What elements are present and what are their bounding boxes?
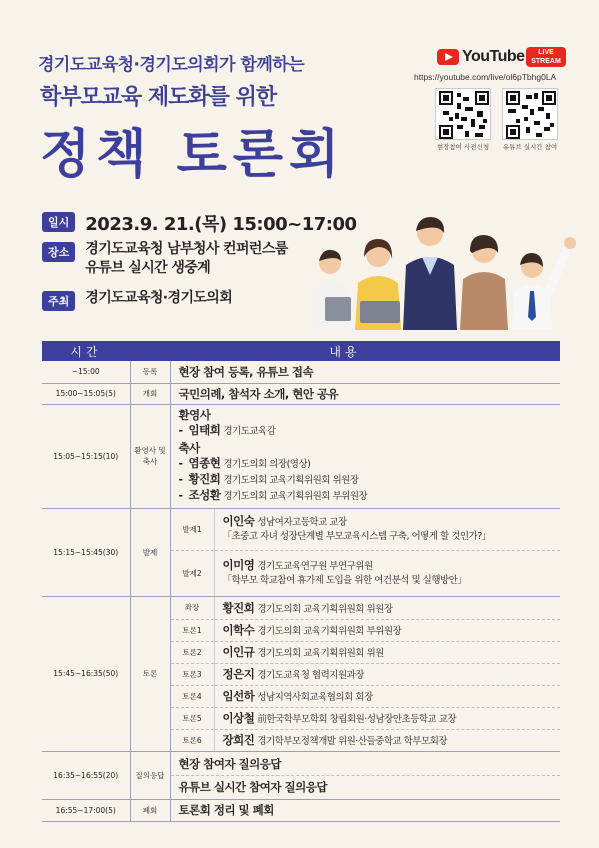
live-stream-text: LIVE STREAM bbox=[531, 49, 561, 65]
row-sub: 토론4 bbox=[170, 685, 214, 707]
person-2-icon bbox=[355, 239, 401, 330]
row-content: 토론회 정리 및 폐회 bbox=[170, 799, 560, 821]
youtube-logo bbox=[437, 47, 567, 71]
row-kind: 환영사 및 축사 bbox=[130, 404, 170, 508]
place-line2: 유튜브 실시간 생중계 bbox=[85, 260, 211, 276]
row-time: 15:45~16:35(50) bbox=[42, 596, 130, 751]
table-row bbox=[42, 751, 560, 799]
info-place-row bbox=[42, 240, 288, 278]
list-item: - 염종현 경기도의회 의장(영상) bbox=[178, 456, 311, 470]
person-5-icon bbox=[512, 237, 576, 330]
congrats-title: 축사 bbox=[178, 441, 200, 455]
row-sub: 토론5 bbox=[170, 707, 214, 729]
page-title: 정책 토론회 bbox=[40, 125, 346, 185]
row-sub: 좌장 bbox=[170, 596, 214, 619]
subtitle-theme: 학부모교육 제도화를 위한 bbox=[40, 85, 277, 110]
row-sub: 토론1 bbox=[170, 619, 214, 641]
row-content: 이학수 경기도의회 교육기획위원회 부위원장 bbox=[214, 619, 560, 641]
host-badge: 주최 bbox=[42, 291, 75, 311]
qr-youtube-caption: 유튜브 실시간 참여 bbox=[502, 143, 558, 151]
row-time: 15:00~15:05(5) bbox=[42, 383, 130, 404]
list-item: - 황진희 경기도의회 교육기획위원회 위원장 bbox=[178, 472, 359, 486]
youtube-wordmark: YouTube bbox=[462, 48, 525, 65]
schedule-table bbox=[42, 341, 560, 822]
row-content: 이미영 경기도교육연구원 부연구위원 「학부모 학교참여 휴가제 도입을 위한 여건분석 및 실행방안」 bbox=[214, 550, 560, 596]
live-stream-badge bbox=[526, 47, 566, 67]
row-content: 국민의례, 참석자 소개, 현안 공유 bbox=[170, 383, 560, 404]
table-row bbox=[42, 361, 560, 383]
row-content: 이인규 경기도의회 교육기획위원회 위원 bbox=[214, 641, 560, 663]
info-host-row bbox=[42, 289, 232, 311]
row-content: 현장 참여자 질의응답 유튜브 실시간 참여자 질의응답 bbox=[170, 751, 560, 799]
place-badge: 장소 bbox=[42, 242, 75, 262]
list-item: - 조성환 경기도의회 교육기획위원회 부위원장 bbox=[178, 488, 368, 502]
table-row bbox=[42, 404, 560, 508]
row-time: 15:05~15:15(10) bbox=[42, 404, 130, 508]
row-content: 임선하 성남지역사회교육협의회 회장 bbox=[214, 685, 560, 707]
row-kind: 등록 bbox=[130, 361, 170, 383]
row-kind: 폐회 bbox=[130, 799, 170, 821]
row-kind: 질의응답 bbox=[130, 751, 170, 799]
table-row bbox=[42, 596, 560, 619]
table-row bbox=[42, 383, 560, 404]
qr-registration[interactable] bbox=[435, 88, 491, 151]
table-row bbox=[42, 508, 560, 550]
subtitle-organizers: 경기도교육청·경기도의회가 함께하는 bbox=[38, 55, 305, 75]
row-content: 이인숙 성남여자고등학교 교장 「초중고 자녀 성장단계별 부모교육시스템 구축, 어떻게 할 것인가?」 bbox=[214, 508, 560, 550]
welcome-title: 환영사 bbox=[178, 408, 211, 422]
row-kind: 발제 bbox=[130, 508, 170, 596]
row-kind: 토론 bbox=[130, 596, 170, 751]
person-1-icon bbox=[312, 250, 351, 330]
people-illustration bbox=[300, 205, 585, 330]
row-content: 이상철 前한국학부모학회 창립회원·성남장안초등학교 교장 bbox=[214, 707, 560, 729]
date-value: 2023.9. 21.(목) 15:00~17:00 bbox=[85, 214, 357, 235]
date-badge: 일시 bbox=[42, 212, 75, 232]
qr-code-icon bbox=[435, 88, 491, 140]
youtube-url[interactable]: https://youtube.com/live/ol6pTbhg0LA bbox=[414, 72, 557, 82]
row-sub: 토론6 bbox=[170, 729, 214, 751]
qr-registration-caption: 현장참여 사전신청 bbox=[436, 143, 490, 151]
row-sub: 발제2 bbox=[170, 550, 214, 596]
person-3-icon bbox=[403, 217, 457, 330]
row-time: 15:15~15:45(30) bbox=[42, 508, 130, 596]
host-value: 경기도교육청·경기도의회 bbox=[85, 290, 233, 306]
table-header-time: 시간 bbox=[42, 341, 130, 361]
youtube-play-icon bbox=[437, 49, 459, 65]
row-content: 현장 참여 등록, 유튜브 접속 bbox=[170, 361, 560, 383]
row-time: 16:55~17:00(5) bbox=[42, 799, 130, 821]
row-time: 16:35~16:55(20) bbox=[42, 751, 130, 799]
qr-youtube[interactable] bbox=[502, 88, 558, 151]
row-content bbox=[170, 404, 560, 508]
row-sub: 토론2 bbox=[170, 641, 214, 663]
row-kind: 개회 bbox=[130, 383, 170, 404]
row-sub: 발제1 bbox=[170, 508, 214, 550]
table-header-content: 내용 bbox=[130, 341, 560, 361]
row-time: ~15:00 bbox=[42, 361, 130, 383]
row-sub: 토론3 bbox=[170, 663, 214, 685]
row-content: 황진희 경기도의회 교육기획위원회 위원장 bbox=[214, 596, 560, 619]
qr-code-icon bbox=[502, 88, 558, 140]
row-content: 장희진 경기학부모정책개발 위원·산들중학교 학부모회장 bbox=[214, 729, 560, 751]
list-item: - 임태희 경기도교육감 bbox=[178, 423, 276, 437]
table-row bbox=[42, 799, 560, 821]
place-line1: 경기도교육청 남부청사 컨퍼런스룸 bbox=[85, 241, 288, 257]
row-content: 정은지 경기도교육청 협력지원과장 bbox=[214, 663, 560, 685]
table-header-row bbox=[42, 341, 560, 361]
person-4-icon bbox=[460, 235, 508, 330]
